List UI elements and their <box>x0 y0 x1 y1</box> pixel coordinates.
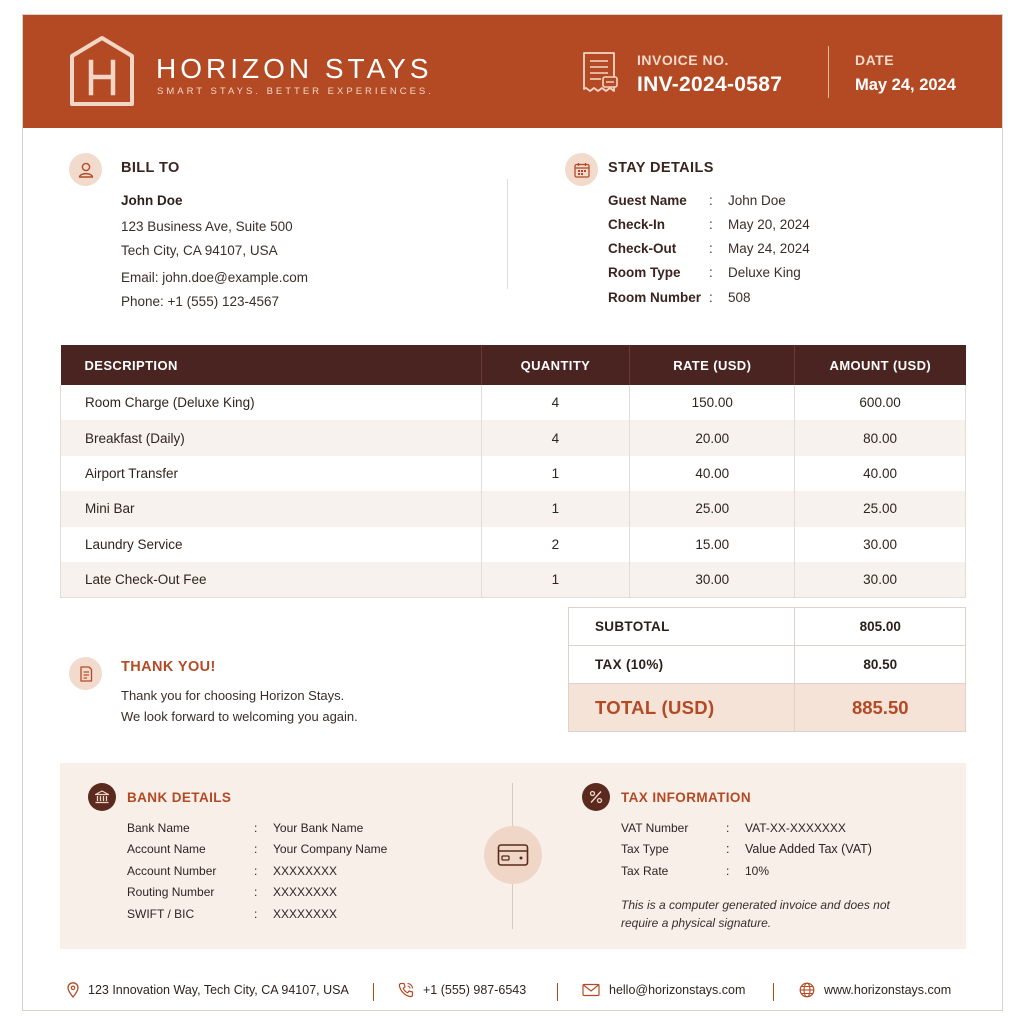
tax-information-title: TAX INFORMATION <box>621 790 751 805</box>
globe-icon <box>799 982 815 998</box>
tax-value: 80.50 <box>795 646 966 684</box>
tax-row-vat-number <box>621 821 941 837</box>
bill-to-address-line1: 123 Business Ave, Suite 500 <box>121 219 293 234</box>
bank-row-account-name <box>127 842 467 858</box>
date-label: DATE <box>855 52 895 68</box>
item-amount: 25.00 <box>795 491 966 526</box>
footer-address-text: 123 Innovation Way, Tech City, CA 94107, USA <box>88 983 349 997</box>
note-icon <box>69 657 102 690</box>
tax-info-value: Value Added Tax (VAT) <box>745 842 872 856</box>
bank-row-routing-number <box>127 885 467 901</box>
column-header-rate: RATE (USD) <box>630 345 795 385</box>
table-row <box>61 456 966 491</box>
bank-value: XXXXXXXX <box>273 864 338 878</box>
footer-website <box>799 980 951 1000</box>
bank-label: Account Number <box>127 864 217 878</box>
tax-info-separator: : <box>726 842 730 856</box>
table-row <box>61 527 966 562</box>
bank-row-account-number <box>127 864 467 880</box>
invoice-number-value: INV-2024-0587 <box>637 73 783 96</box>
item-rate: 150.00 <box>630 385 795 420</box>
location-pin-icon <box>67 982 79 998</box>
credit-card-icon <box>484 826 542 884</box>
bank-label: Bank Name <box>127 821 190 835</box>
table-row <box>61 420 966 455</box>
user-icon <box>69 153 102 186</box>
bill-to-email: Email: john.doe@example.com <box>121 270 309 285</box>
item-quantity: 4 <box>481 385 630 420</box>
stay-row-check-in <box>608 217 988 235</box>
bank-row-bank-name <box>127 821 467 837</box>
item-quantity: 4 <box>481 420 630 455</box>
item-rate: 30.00 <box>630 562 795 597</box>
phone-icon <box>398 982 414 998</box>
tax-info-separator: : <box>726 864 730 878</box>
total-value: 885.50 <box>795 684 966 732</box>
bill-to-address-line2: Tech City, CA 94107, USA <box>121 243 278 258</box>
stay-separator: : <box>709 290 713 305</box>
totals-table <box>568 607 966 732</box>
footer-phone <box>398 980 526 1000</box>
column-header-amount: AMOUNT (USD) <box>795 345 966 385</box>
item-amount: 600.00 <box>859 395 901 411</box>
tax-info-separator: : <box>726 821 730 835</box>
subtotal-row <box>569 608 966 646</box>
invoice-header <box>23 15 1002 128</box>
stay-value: Deluxe King <box>728 265 801 280</box>
stay-label: Guest Name <box>608 193 687 208</box>
invoice-number-label: INVOICE NO. <box>637 52 729 68</box>
stay-label: Room Type <box>608 265 681 280</box>
payment-info-panel <box>60 763 966 949</box>
stay-label: Check-In <box>608 217 666 232</box>
stay-separator: : <box>709 265 713 280</box>
bill-to-title: BILL TO <box>121 160 180 176</box>
house-h-logo-icon <box>68 35 136 107</box>
item-rate: 40.00 <box>630 456 795 491</box>
thank-you-title: THANK YOU! <box>121 659 216 675</box>
tax-info-label: VAT Number <box>621 821 689 835</box>
stay-value: May 20, 2024 <box>728 217 810 232</box>
stay-label: Room Number <box>608 290 702 305</box>
invoice-page <box>22 14 1003 1011</box>
item-quantity: 1 <box>481 562 630 597</box>
item-quantity: 1 <box>481 456 630 491</box>
header-divider <box>828 46 829 98</box>
thank-you-line1: Thank you for choosing Horizon Stays. <box>121 688 345 703</box>
footer-email-text[interactable]: hello@horizonstays.com <box>609 983 746 997</box>
total-label: TOTAL (USD) <box>569 684 795 732</box>
bank-separator: : <box>254 907 258 921</box>
stay-label: Check-Out <box>608 241 677 256</box>
table-header-row <box>61 345 966 385</box>
line-items-table <box>60 345 966 598</box>
item-description: Laundry Service <box>61 527 482 562</box>
stay-row-guest-name <box>608 193 988 211</box>
table-row <box>61 385 966 420</box>
item-amount: 30.00 <box>863 536 897 552</box>
bill-to-name: John Doe <box>121 193 183 208</box>
bank-separator: : <box>254 864 258 878</box>
tax-info-label: Tax Rate <box>621 864 669 878</box>
stay-value: 508 <box>728 290 751 305</box>
item-rate: 15.00 <box>630 527 795 562</box>
stay-separator: : <box>709 217 713 232</box>
bank-value: XXXXXXXX <box>273 907 338 921</box>
tax-row-tax-type <box>621 842 941 858</box>
stay-row-room-number <box>608 290 988 308</box>
stay-separator: : <box>709 193 713 208</box>
item-quantity: 2 <box>481 527 630 562</box>
bank-icon <box>88 783 116 811</box>
bank-value: XXXXXXXX <box>273 885 338 899</box>
brand-name: HORIZON STAYS <box>156 53 433 84</box>
bank-details-title: BANK DETAILS <box>127 790 232 805</box>
date-value: May 24, 2024 <box>855 76 956 94</box>
stay-row-check-out <box>608 241 988 259</box>
bank-separator: : <box>254 821 258 835</box>
bank-label: Account Name <box>127 842 206 856</box>
item-description: Mini Bar <box>61 491 482 526</box>
item-description: Late Check-Out Fee <box>61 562 482 597</box>
item-rate: 20.00 <box>630 420 795 455</box>
table-row <box>61 562 966 597</box>
footer-phone-text: +1 (555) 987-6543 <box>423 983 527 997</box>
bank-row-swift-bic <box>127 907 467 923</box>
bill-to-phone: Phone: +1 (555) 123-4567 <box>121 294 279 309</box>
total-row <box>569 684 966 732</box>
tax-row <box>569 646 966 684</box>
stay-separator: : <box>709 241 713 256</box>
table-row <box>61 491 966 526</box>
bank-separator: : <box>254 885 258 899</box>
footer-website-text[interactable]: www.horizonstays.com <box>824 983 952 997</box>
item-description: Airport Transfer <box>61 456 482 491</box>
tax-label: TAX (10%) <box>569 646 795 684</box>
bank-value: Your Bank Name <box>273 821 364 835</box>
tax-row-tax-rate <box>621 864 941 880</box>
stay-details-title: STAY DETAILS <box>608 160 714 176</box>
tax-info-label: Tax Type <box>621 842 669 856</box>
brand-tagline: SMART STAYS. BETTER EXPERIENCES. <box>157 86 434 97</box>
stay-value: John Doe <box>728 193 786 208</box>
stay-value: May 24, 2024 <box>728 241 810 256</box>
subtotal-value: 805.00 <box>795 608 966 646</box>
item-description: Room Charge (Deluxe King) <box>61 385 482 420</box>
bank-label: Routing Number <box>127 885 215 899</box>
footer-divider <box>773 983 774 1001</box>
footer-email <box>582 980 745 1000</box>
item-amount: 30.00 <box>795 562 966 597</box>
calendar-icon <box>565 153 598 186</box>
bank-label: SWIFT / BIC <box>127 907 195 921</box>
item-amount: 40.00 <box>863 465 897 481</box>
item-quantity: 1 <box>481 491 630 526</box>
item-rate: 25.00 <box>630 491 795 526</box>
tax-info-value: 10% <box>745 864 770 878</box>
bank-separator: : <box>254 842 258 856</box>
column-header-description: DESCRIPTION <box>61 345 482 385</box>
section-divider <box>507 179 508 289</box>
subtotal-label: SUBTOTAL <box>569 608 795 646</box>
footer-divider <box>373 983 374 1001</box>
stay-row-room-type <box>608 265 988 283</box>
footer-address <box>67 980 349 1000</box>
bank-value: Your Company Name <box>273 842 388 856</box>
item-amount: 80.00 <box>795 420 966 455</box>
item-description: Breakfast (Daily) <box>61 420 482 455</box>
footer-divider <box>557 983 558 1001</box>
column-header-quantity: QUANTITY <box>481 345 630 385</box>
thank-you-line2: We look forward to welcoming you again. <box>121 709 358 724</box>
percent-icon <box>582 783 610 811</box>
computer-generated-note: This is a computer generated invoice and does not require a physical signature. <box>621 898 890 930</box>
tax-info-value: VAT-XX-XXXXXXX <box>745 821 846 835</box>
mail-icon <box>582 983 600 997</box>
receipt-icon <box>581 51 619 95</box>
